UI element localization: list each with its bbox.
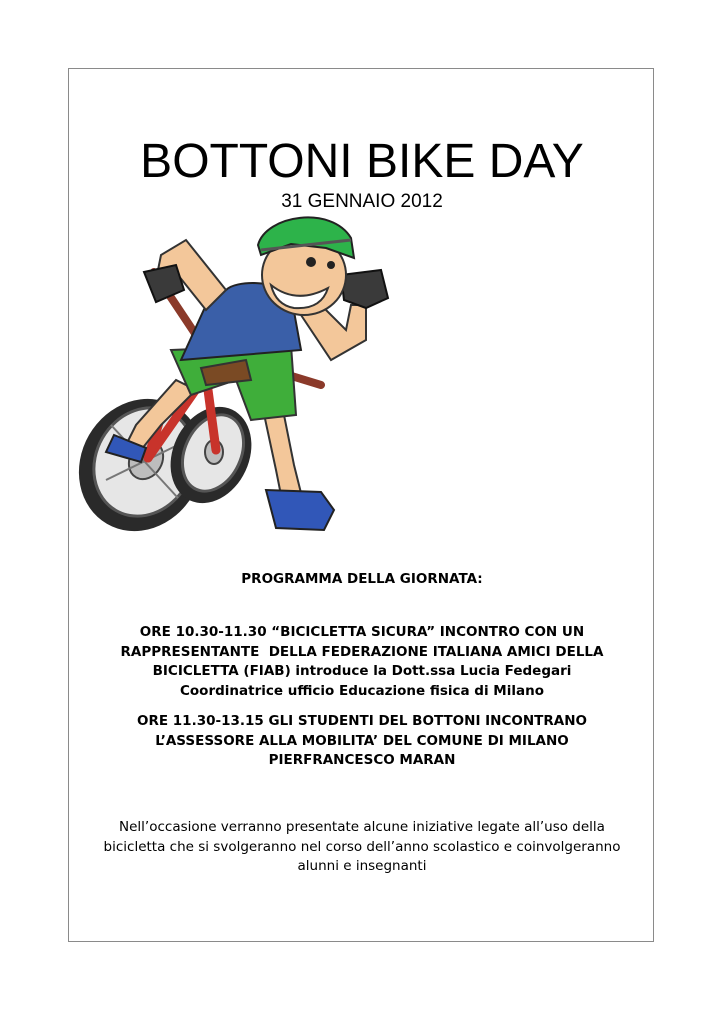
event-item [70, 712, 654, 771]
event-line: L’ASSESSORE ALLA MOBILITA’ DEL COMUNE DI MILANO [155, 732, 569, 749]
page-title: BOTTONI BIKE DAY [140, 135, 584, 188]
event-line: PIERFRANCESCO MARAN [268, 752, 456, 768]
event-line: RAPPRESENTANTE DELLA FEDERAZIONE ITALIANA AMICI DELLA [120, 643, 604, 660]
event-date: 31 GENNAIO 2012 [281, 191, 443, 212]
left-glove [144, 265, 184, 302]
event-line: Coordinatrice ufficio Educazione fisica di Milano [180, 682, 544, 699]
event-line: ORE 11.30-13.15 GLI STUDENTI DEL BOTTONI INCONTRANO [136, 713, 587, 729]
closing-line: alunni e insegnanti [297, 858, 427, 874]
event-item [70, 623, 654, 701]
program-heading: PROGRAMMA DELLA GIORNATA: [241, 571, 483, 587]
right-glove [341, 270, 388, 308]
event-line: ORE 10.30-11.30 “BICICLETTA SICURA” INCONTRO CON UN [139, 624, 585, 640]
closing-note [68, 818, 656, 877]
cyclist-illustration [66, 210, 406, 540]
closing-line: Nell’occasione verranno presentate alcune iniziative legate all’uso della [119, 819, 605, 835]
event-line: BICICLETTA (FIAB) introduce la Dott.ssa Lucia Fedegari [152, 663, 572, 679]
closing-line: bicicletta che si svolgeranno nel corso dell’anno scolastico e coinvolgeranno [103, 838, 621, 855]
